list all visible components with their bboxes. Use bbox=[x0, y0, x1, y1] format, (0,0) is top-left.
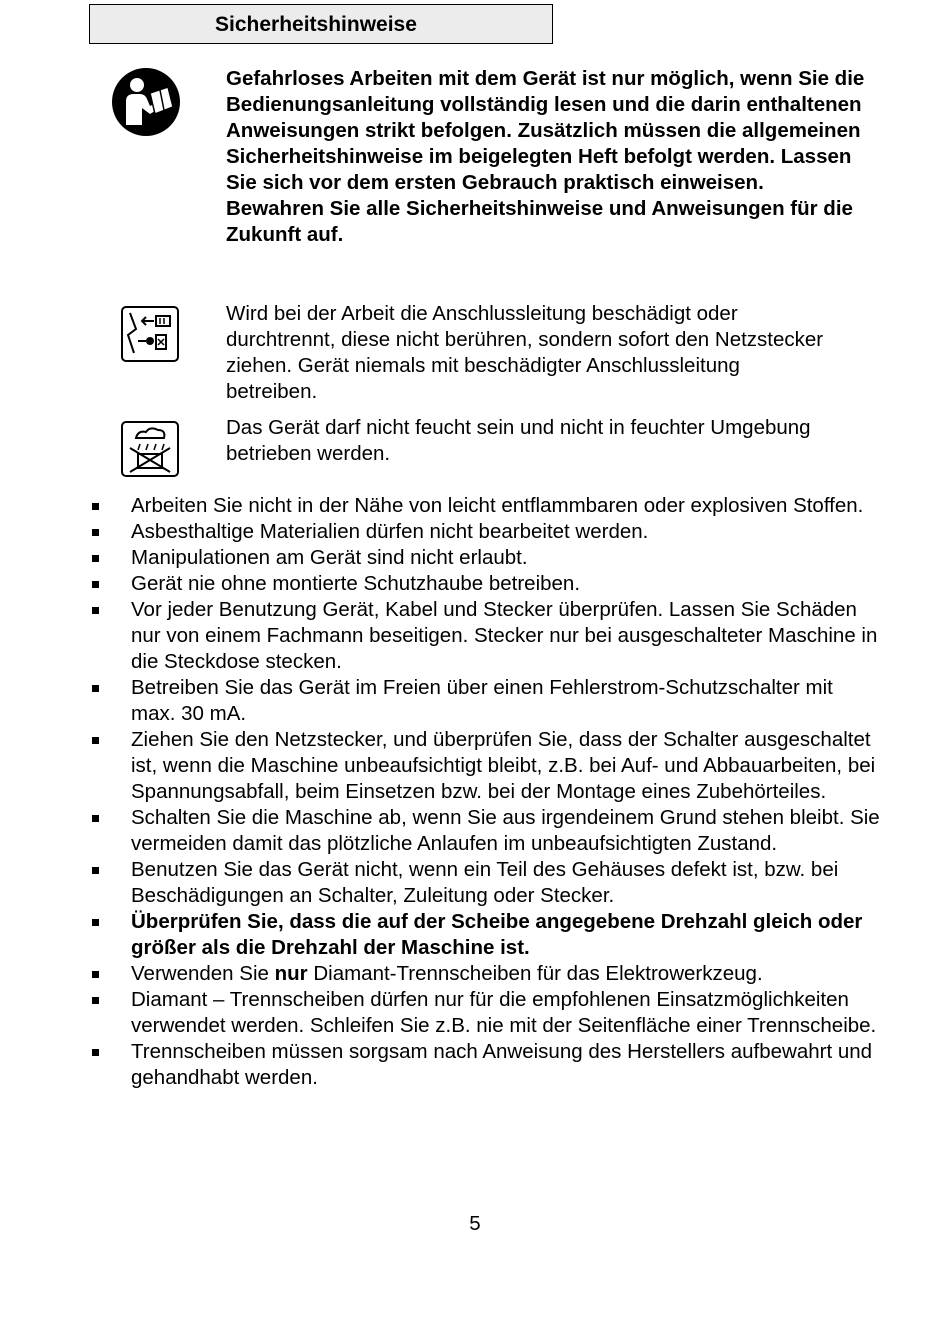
list-item-text: Betreiben Sie das Gerät im Freien über einen Fehlerstrom-Schutzschalter mit max. 30 mA. bbox=[131, 676, 833, 725]
no-moisture-icon bbox=[120, 420, 180, 478]
list-item bbox=[90, 519, 880, 545]
bullet-square-icon bbox=[92, 919, 99, 926]
safety-bullet-list bbox=[90, 493, 880, 1091]
list-item bbox=[90, 571, 880, 597]
bullet-square-icon bbox=[92, 529, 99, 536]
list-item-text: Asbesthaltige Materialien dürfen nicht bearbeitet werden. bbox=[131, 520, 649, 543]
list-item-text-before: Verwenden Sie bbox=[131, 962, 275, 985]
list-item-text: Benutzen Sie das Gerät nicht, wenn ein Teil des Gehäuses defekt ist, bzw. bei Beschädigungen an Schalter, Zuleitung oder Stecker. bbox=[131, 858, 839, 907]
list-item-text: Arbeiten Sie nicht in der Nähe von leicht entflammbaren oder explosiven Stoffen. bbox=[131, 494, 864, 517]
section-title: Sicherheitshinweise bbox=[215, 13, 417, 36]
list-item-text: Diamant – Trennscheiben dürfen nur für die empfohlenen Einsatzmöglichkeiten verwendet werden. Schleifen Sie z.B. nie mit der Seitenfläche einer Trennscheibe. bbox=[131, 988, 877, 1037]
list-item bbox=[90, 987, 880, 1039]
list-item-text: Überprüfen Sie, dass die auf der Scheibe angegebene Drehzahl gleich oder größer als die Drehzahl der Maschine ist. bbox=[131, 910, 863, 959]
list-item bbox=[90, 597, 880, 675]
section-header-box bbox=[89, 4, 553, 44]
list-item-text: Trennscheiben müssen sorgsam nach Anweisung des Herstellers aufbewahrt und gehandhabt werden. bbox=[131, 1040, 873, 1089]
list-item-text-after: Diamant-Trennscheiben für das Elektrowerkzeug. bbox=[307, 962, 763, 985]
list-item-text: Schalten Sie die Maschine ab, wenn Sie aus irgendeinem Grund stehen bleibt. Sie vermeiden damit das plötzliche Anlaufen im unbeaufsichtigten Zustand. bbox=[131, 806, 880, 855]
read-manual-icon bbox=[110, 67, 182, 137]
list-item-text: Manipulationen am Gerät sind nicht erlaubt. bbox=[131, 546, 528, 569]
intro-warning-text: Gefahrloses Arbeiten mit dem Gerät ist nur möglich, wenn Sie die Bedienungsanleitung vollständig lesen und die darin enthaltenen Anweisungen strikt befolgen. Zusätzlich müssen die allgemeinen Sicherheitshinweise im beigelegten Heft befolgt werden. Lassen Sie sich vor dem ersten Gebrauch praktisch einweisen. Bewahren Sie alle Sicherheitshinweise und Anweisungen für die Zukunft auf. bbox=[226, 67, 865, 246]
bullet-square-icon bbox=[92, 815, 99, 822]
bullet-square-icon bbox=[92, 1049, 99, 1056]
list-item bbox=[90, 857, 880, 909]
list-item-emphasis: nur bbox=[274, 962, 308, 985]
bullet-square-icon bbox=[92, 555, 99, 562]
moisture-notice: Das Gerät darf nicht feucht sein und nicht in feuchter Umgebung betrieben werden. bbox=[226, 416, 811, 465]
bullet-square-icon bbox=[92, 971, 99, 978]
list-item bbox=[90, 805, 880, 857]
list-item-text: Ziehen Sie den Netzstecker, und überprüfen Sie, dass der Schalter ausgeschaltet ist, wenn die Maschine unbeaufsichtigt bleibt, z.B. bei Auf- und Abbauarbeiten, bei Spannungsabfall, beim Einsetzen bzw. bei der Montage eines Zubehörteiles. bbox=[131, 728, 876, 803]
list-item bbox=[90, 545, 880, 571]
bullet-square-icon bbox=[92, 503, 99, 510]
damaged-cable-unplug-icon bbox=[120, 305, 180, 363]
bullet-square-icon bbox=[92, 737, 99, 744]
page-number: 5 bbox=[469, 1212, 481, 1235]
cable-damage-notice: Wird bei der Arbeit die Anschlussleitung beschädigt oder durchtrennt, diese nicht berühren, sondern sofort den Netzstecker ziehen. Gerät niemals mit beschädigter Anschlussleitung betreiben. bbox=[226, 302, 824, 403]
list-item-rpm-warning bbox=[90, 909, 880, 961]
bullet-square-icon bbox=[92, 997, 99, 1004]
list-item bbox=[90, 727, 880, 805]
bullet-square-icon bbox=[92, 607, 99, 614]
list-item bbox=[90, 493, 880, 519]
bullet-square-icon bbox=[92, 867, 99, 874]
list-item bbox=[90, 1039, 880, 1091]
bullet-square-icon bbox=[92, 581, 99, 588]
bullet-square-icon bbox=[92, 685, 99, 692]
list-item bbox=[90, 675, 880, 727]
list-item-diamond-discs bbox=[90, 961, 880, 987]
list-item-text: Vor jeder Benutzung Gerät, Kabel und Stecker überprüfen. Lassen Sie Schäden nur von einem Fachmann beseitigen. Stecker nur bei ausgeschalteter Maschine in die Steckdose stecken. bbox=[131, 598, 878, 673]
list-item-text: Gerät nie ohne montierte Schutzhaube betreiben. bbox=[131, 572, 581, 595]
